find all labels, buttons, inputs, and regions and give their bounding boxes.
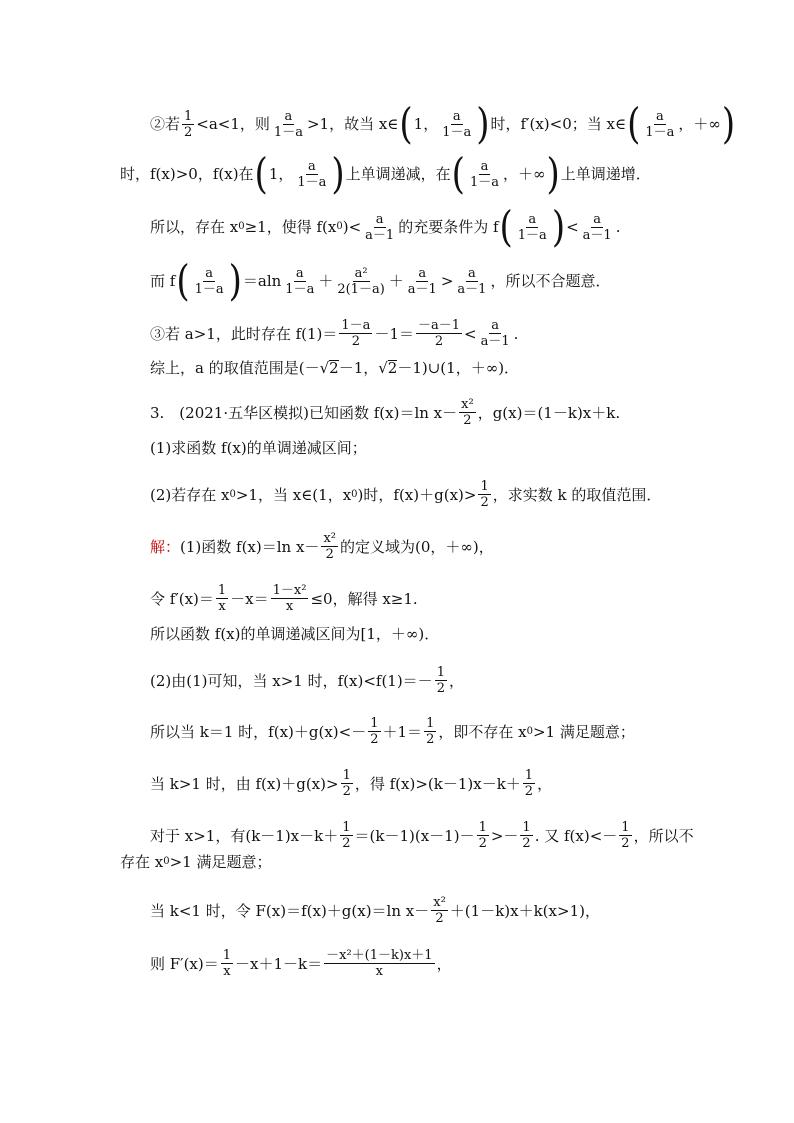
case-2-line <box>150 99 736 149</box>
fraction: $\frac{a}{a-1}$ <box>407 265 437 297</box>
text: (1)函数 f(x)＝ln x－ <box>180 537 320 556</box>
fraction: $\frac{1}{2}$ <box>184 108 193 140</box>
question-1-line <box>150 438 684 458</box>
fraction: $\frac{1}{2}$ <box>480 479 489 510</box>
text: >1 满足题意； <box>169 853 272 871</box>
fraction: $\frac{1}{2}$ <box>524 768 534 799</box>
text: 3. (2021·五华区模拟)已知函数 f(x)＝ln x－ <box>150 403 458 422</box>
text: 时，f(x)>0，f(x)在 <box>120 165 254 183</box>
fraction: $\frac{a}{1-a}$ <box>442 108 472 140</box>
subscript: 0 <box>351 488 358 500</box>
subscript: 0 <box>163 856 170 867</box>
fraction: $\frac{a}{a-1}$ <box>457 265 487 297</box>
text: <a<1，则 <box>196 115 270 133</box>
text: 而 f <box>150 272 176 290</box>
summary-line <box>150 358 684 378</box>
radicand: 2 <box>387 359 398 377</box>
fraction: $\frac{1-a}{2}$ <box>341 318 371 349</box>
text: ＝aln <box>242 272 282 290</box>
text: 所以，存在 x <box>150 218 239 236</box>
F-derivative-line <box>150 948 684 979</box>
text: > <box>440 272 454 290</box>
fraction: $\frac{a}{1-a}$ <box>273 108 303 140</box>
text: (2)若存在 x <box>150 485 230 504</box>
fraction: $\frac{1}{x}$ <box>217 583 227 614</box>
text: ②若 <box>150 115 181 133</box>
part-2-line <box>150 665 684 696</box>
text: ③若 a>1，此时存在 f(1)＝ <box>150 324 338 343</box>
text: ≥1，使得 f(x <box>244 218 337 236</box>
fraction: $\frac{a}{a-1}$ <box>480 318 510 349</box>
monotonic-line <box>120 149 684 199</box>
value-line <box>150 256 684 306</box>
text: ，得 f(x)>(k－1)x－k＋ <box>354 774 521 793</box>
left-paren: ( <box>451 149 465 199</box>
text: (2)由(1)可知，当 x>1 时，f(x)<f(1)＝－ <box>150 671 433 690</box>
text: ，即不存在 x <box>438 722 527 741</box>
condition-line <box>150 202 684 252</box>
text: 的定义域为(0，＋∞)， <box>339 537 494 556</box>
text: . 又 f(x)<－ <box>534 826 618 845</box>
solution-line <box>150 531 684 562</box>
text: < <box>566 218 579 236</box>
subscript: 0 <box>526 725 533 737</box>
text: 1， <box>413 115 439 133</box>
fraction: $\frac{1}{2}$ <box>522 820 531 851</box>
left-paren: ( <box>254 149 268 199</box>
text: 令 f′(x)＝ <box>150 589 214 608</box>
fraction: $\frac{a}{1-a}$ <box>645 108 675 140</box>
text: 存在 x <box>120 853 164 871</box>
text: ，g(x)＝(1－k)x＋k. <box>477 403 621 422</box>
problem-3-line <box>150 397 684 428</box>
fraction: $\frac{\text{－x²＋(1－k)x＋1}}{x}$ <box>326 948 433 979</box>
text: >1，故当 x∈ <box>306 115 399 133</box>
fraction: $\frac{1}{x}$ <box>222 948 232 979</box>
text: ，＋∞ <box>502 165 546 183</box>
fraction: $\frac{\text{x²}}{2}$ <box>323 531 336 562</box>
fraction: $\frac{a}{1-a}$ <box>469 158 499 190</box>
fraction: $\frac{a}{1-a}$ <box>194 265 224 297</box>
fraction: $\frac{a}{a-1}$ <box>365 211 395 243</box>
text: . <box>513 324 519 343</box>
text: 上单调递增． <box>560 165 651 183</box>
fraction: $\frac{1}{2}$ <box>342 820 351 851</box>
text: －1， <box>338 359 379 377</box>
text: ， <box>537 774 553 793</box>
radicand: 2 <box>329 359 339 377</box>
text: 综上，a 的取值范围是(－ <box>150 359 320 377</box>
fraction: $\frac{1}{2}$ <box>478 820 487 851</box>
left-paren: ( <box>499 202 513 252</box>
fraction: $\frac{1}{2}$ <box>342 768 351 799</box>
subscript: 0 <box>336 221 343 232</box>
text: －x＝ <box>230 589 269 608</box>
text: )< <box>342 218 362 236</box>
fraction: $\frac{\text{x²}}{2}$ <box>461 397 474 428</box>
text: ＋ <box>388 272 404 290</box>
text: 当 k>1 时，由 f(x)＋g(x)> <box>150 774 339 793</box>
text: －x＋1－k＝ <box>235 954 323 973</box>
inequality-line <box>150 820 694 851</box>
right-paren: ) <box>331 149 345 199</box>
k-equals-1-line <box>150 716 684 747</box>
solution-label: 解： <box>150 537 181 556</box>
right-paren: ) <box>551 202 566 252</box>
text: >1，当 x∈(1，x <box>235 485 352 504</box>
text: ，所以不 <box>633 826 694 845</box>
text: ≤0，解得 x≥1. <box>310 589 418 608</box>
text: >－ <box>490 826 519 845</box>
text: . <box>615 218 621 236</box>
fraction: $\frac{\text{a²}}{2(1-a)}$ <box>337 265 385 297</box>
subscript: 0 <box>229 488 236 500</box>
fraction: $\frac{1}{2}$ <box>370 716 379 747</box>
text: 的充要条件为 f <box>398 218 499 236</box>
text: ， <box>448 671 464 690</box>
text: ＝(k－1)(x－1)－ <box>354 826 475 845</box>
fraction: $\frac{\text{x²}}{2}$ <box>433 895 446 926</box>
continuation-line <box>120 852 684 872</box>
right-paren: ) <box>476 99 490 149</box>
fraction: $\frac{a}{1-a}$ <box>517 211 547 243</box>
text: )时，f(x)＋g(x)> <box>357 485 477 504</box>
fraction: $\frac{\text{1－x²}}{x}$ <box>272 583 307 614</box>
text: >1 满足题意； <box>532 722 635 741</box>
text: 1， <box>268 165 294 183</box>
text: －1)∪(1，＋∞)． <box>397 359 520 377</box>
text: ＋ <box>318 272 334 290</box>
left-paren: ( <box>399 99 413 149</box>
left-paren: ( <box>176 256 190 306</box>
k-greater-1-line <box>150 768 684 799</box>
text: 对于 x>1，有(k－1)x－k＋ <box>150 826 339 845</box>
k-less-1-line <box>150 895 684 926</box>
text: ， <box>436 954 452 973</box>
text: 所以函数 f(x)的单调递减区间为[1，＋∞)． <box>150 625 440 643</box>
derivative-line <box>150 583 684 614</box>
text: ，求实数 k 的取值范围． <box>492 485 662 504</box>
fraction: $\frac{-a-1}{2}$ <box>417 318 461 349</box>
fraction: $\frac{1}{2}$ <box>621 820 630 851</box>
fraction: $\frac{a}{1-a}$ <box>285 265 315 297</box>
fraction: $\frac{a}{a-1}$ <box>582 211 612 243</box>
sqrt-symbol: √ <box>378 359 388 377</box>
text: ，＋∞ <box>678 115 721 133</box>
text: 上单调递减，在 <box>345 165 451 183</box>
text: ＋(1－k)x＋k(x>1)， <box>449 901 600 920</box>
fraction: $\frac{a}{1-a}$ <box>297 158 327 190</box>
right-paren: ) <box>228 256 242 306</box>
subscript: 0 <box>238 221 245 232</box>
text: ，所以不合题意． <box>490 272 611 290</box>
right-paren: ) <box>546 149 560 199</box>
question-2-line <box>150 479 684 510</box>
fraction: $\frac{1}{2}$ <box>436 665 445 696</box>
text: 时，f′(x)<0；当 x∈ <box>490 115 627 133</box>
interval-line <box>150 624 684 644</box>
sqrt-symbol: √ <box>319 359 330 377</box>
text: ＋1＝ <box>382 722 423 741</box>
text: －1＝ <box>374 324 414 343</box>
left-paren: ( <box>627 99 641 149</box>
text: 当 k<1 时，令 F(x)＝f(x)＋g(x)＝ln x－ <box>150 901 430 920</box>
text: 则 F′(x)＝ <box>150 954 219 973</box>
right-paren: ) <box>721 99 736 149</box>
text: < <box>464 324 477 343</box>
text: 所以当 k＝1 时，f(x)＋g(x)<－ <box>150 722 367 741</box>
case-3-line <box>150 318 684 349</box>
fraction: $\frac{1}{2}$ <box>426 716 435 747</box>
text: (1)求函数 f(x)的单调递减区间； <box>150 439 367 457</box>
